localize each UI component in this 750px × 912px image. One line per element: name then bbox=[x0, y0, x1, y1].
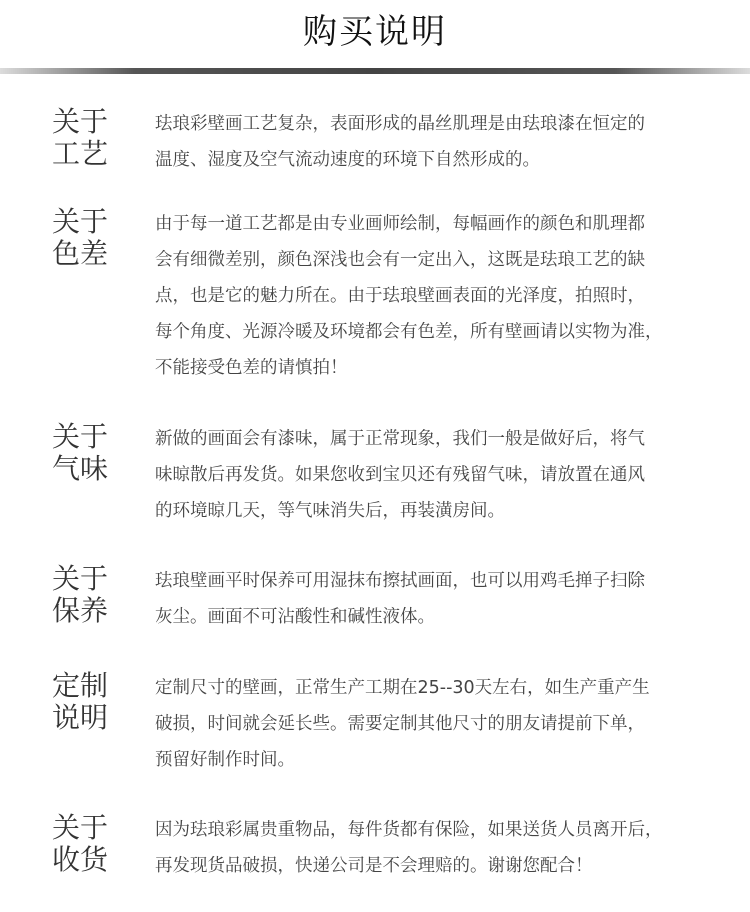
section-body-line: 由于每一道工艺都是由专业画师绘制，每幅画作的颜色和肌理都 bbox=[155, 214, 645, 234]
section-label-line: 关于 bbox=[52, 105, 109, 138]
section-label-line: 工艺 bbox=[52, 137, 109, 170]
section-label-line: 保养 bbox=[52, 594, 109, 627]
section-label bbox=[52, 563, 124, 627]
section-label-line: 收货 bbox=[52, 843, 109, 876]
section-body-line: 珐琅壁画平时保养可用湿抹布擦拭画面，也可以用鸡毛掸子扫除 bbox=[155, 571, 645, 591]
section-label bbox=[52, 106, 124, 170]
section-body-line: 会有细微差别，颜色深浅也会有一定出入，这既是珐琅工艺的缺 bbox=[155, 250, 645, 270]
section-label-line: 关于 bbox=[52, 562, 109, 595]
section-body-line: 预留好制作时间。 bbox=[155, 750, 295, 770]
section-body bbox=[155, 421, 730, 529]
section-body-line: 定制尺寸的壁画，正常生产工期在25--30天左右，如生产重产生 bbox=[155, 678, 650, 698]
section-body-line: 新做的画面会有漆味，属于正常现象，我们一般是做好后，将气 bbox=[155, 429, 645, 449]
section-body-line: 味晾散后再发货。如果您收到宝贝还有残留气味，请放置在通风 bbox=[155, 465, 645, 485]
section-body-line: 不能接受色差的请慎拍！ bbox=[155, 358, 348, 378]
section-body-line: 温度、湿度及空气流动速度的环境下自然形成的。 bbox=[155, 150, 540, 170]
section-label bbox=[52, 421, 124, 485]
section-body bbox=[155, 812, 730, 884]
section-label bbox=[52, 812, 124, 876]
section-body-line: 再发现货品破损，快递公司是不会理赔的。谢谢您配合！ bbox=[155, 856, 593, 876]
section-label-line: 关于 bbox=[52, 811, 109, 844]
section-body-line: 的环境晾几天，等气味消失后，再装潢房间。 bbox=[155, 501, 505, 521]
section-body-line: 灰尘。画面不可沾酸性和碱性液体。 bbox=[155, 607, 435, 627]
section-body-line: 每个角度、光源冷暖及环境都会有色差，所有壁画请以实物为准， bbox=[155, 322, 663, 342]
section-label-line: 关于 bbox=[52, 205, 109, 238]
section-body bbox=[155, 206, 730, 386]
section-body bbox=[155, 670, 730, 778]
title-divider bbox=[0, 68, 750, 74]
section-label-line: 关于 bbox=[52, 420, 109, 453]
section-label-line: 色差 bbox=[52, 237, 109, 270]
section-body-line: 点，也是它的魅力所在。由于珐琅壁画表面的光泽度，拍照时， bbox=[155, 286, 645, 306]
section-body bbox=[155, 563, 730, 635]
section-label bbox=[52, 206, 124, 270]
section-body-line: 因为珐琅彩属贵重物品，每件货都有保险，如果送货人员离开后， bbox=[155, 820, 663, 840]
section-label-line: 说明 bbox=[52, 701, 109, 734]
page-title: 购买说明 bbox=[303, 12, 447, 52]
section-body-line: 破损，时间就会延长些。需要定制其他尺寸的朋友请提前下单， bbox=[155, 714, 645, 734]
section-body-line: 珐琅彩壁画工艺复杂，表面形成的晶丝肌理是由珐琅漆在恒定的 bbox=[155, 114, 645, 134]
section-body bbox=[155, 106, 730, 178]
section-label-line: 气味 bbox=[52, 452, 109, 485]
section-label-line: 定制 bbox=[52, 669, 109, 702]
section-label bbox=[52, 670, 124, 734]
